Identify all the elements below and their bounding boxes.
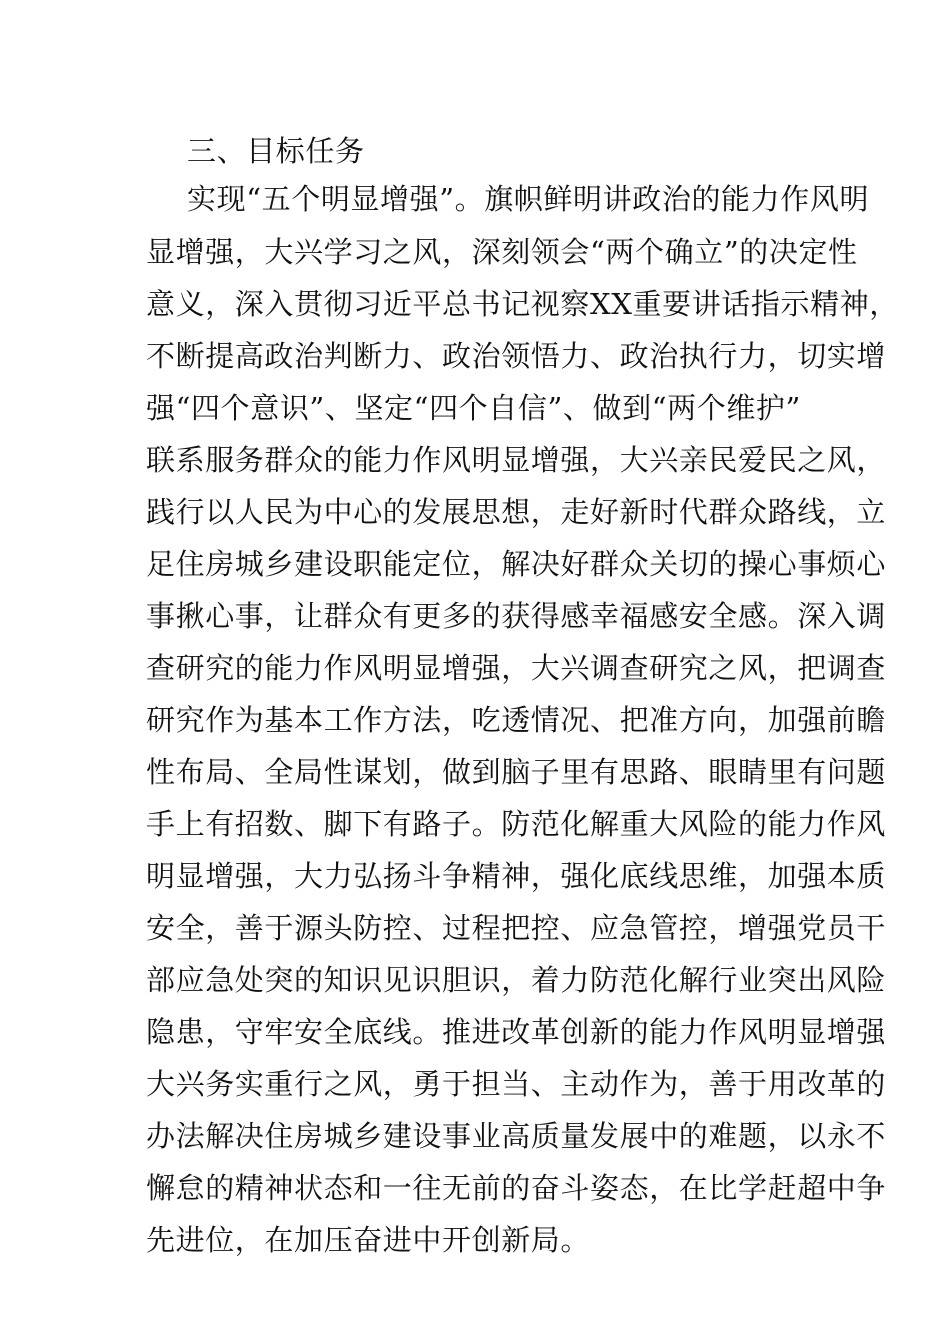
- paragraph-line: 手上有招数、脚下有路子。防范化解重大风险的能力作风: [146, 807, 887, 841]
- paragraph-line: 强“四个意识”、坚定“四个自信”、做到“两个维护”: [146, 391, 801, 425]
- paragraph-line: 先进位，在加压奋进中开创新局。: [146, 1223, 591, 1257]
- paragraph-line: 显增强，大兴学习之风，深刻领会“两个确立”的决定性: [146, 235, 858, 269]
- paragraph-line: 实现“五个明显增强”。旗帜鲜明讲政治的能力作风明: [187, 182, 870, 216]
- paragraph-line: 践行以人民为中心的发展思想，走好新时代群众路线，立: [146, 495, 887, 529]
- paragraph-line: 安全，善于源头防控、过程把控、应急管控，增强党员干: [146, 911, 887, 945]
- paragraph-line: 不断提高政治判断力、政治领悟力、政治执行力，切实增: [146, 339, 887, 373]
- paragraph-line: 部应急处突的知识见识胆识，着力防范化解行业突出风险: [146, 963, 887, 997]
- paragraph-line: 联系服务群众的能力作风明显增强，大兴亲民爱民之风，: [146, 443, 887, 477]
- paragraph-line: 性布局、全局性谋划，做到脑子里有思路、眼睛里有问题: [146, 755, 887, 789]
- paragraph-line: 足住房城乡建设职能定位，解决好群众关切的操心事烦心: [146, 547, 887, 581]
- paragraph-line: 查研究的能力作风明显增强，大兴调查研究之风，把调查: [146, 651, 887, 685]
- paragraph-line: 办法解决住房城乡建设事业高质量发展中的难题，以永不: [146, 1119, 887, 1153]
- paragraph-line: 事揪心事，让群众有更多的获得感幸福感安全感。深入调: [146, 599, 887, 633]
- paragraph-line: 大兴务实重行之风，勇于担当、主动作为，善于用改革的: [146, 1067, 887, 1101]
- section-heading: 三、目标任务: [187, 134, 365, 168]
- paragraph-line: 研究作为基本工作方法，吃透情况、把准方向，加强前瞻: [146, 703, 887, 737]
- paragraph-line: 隐患，守牢安全底线。推进改革创新的能力作风明显增强: [146, 1015, 887, 1049]
- paragraph-line: 意义，深入贯彻习近平总书记视察XX重要讲话指示精神，: [146, 287, 899, 321]
- paragraph-line: 明显增强，大力弘扬斗争精神，强化底线思维，加强本质: [146, 859, 887, 893]
- paragraph-line: 懈怠的精神状态和一往无前的奋斗姿态，在比学赶超中争: [146, 1171, 887, 1205]
